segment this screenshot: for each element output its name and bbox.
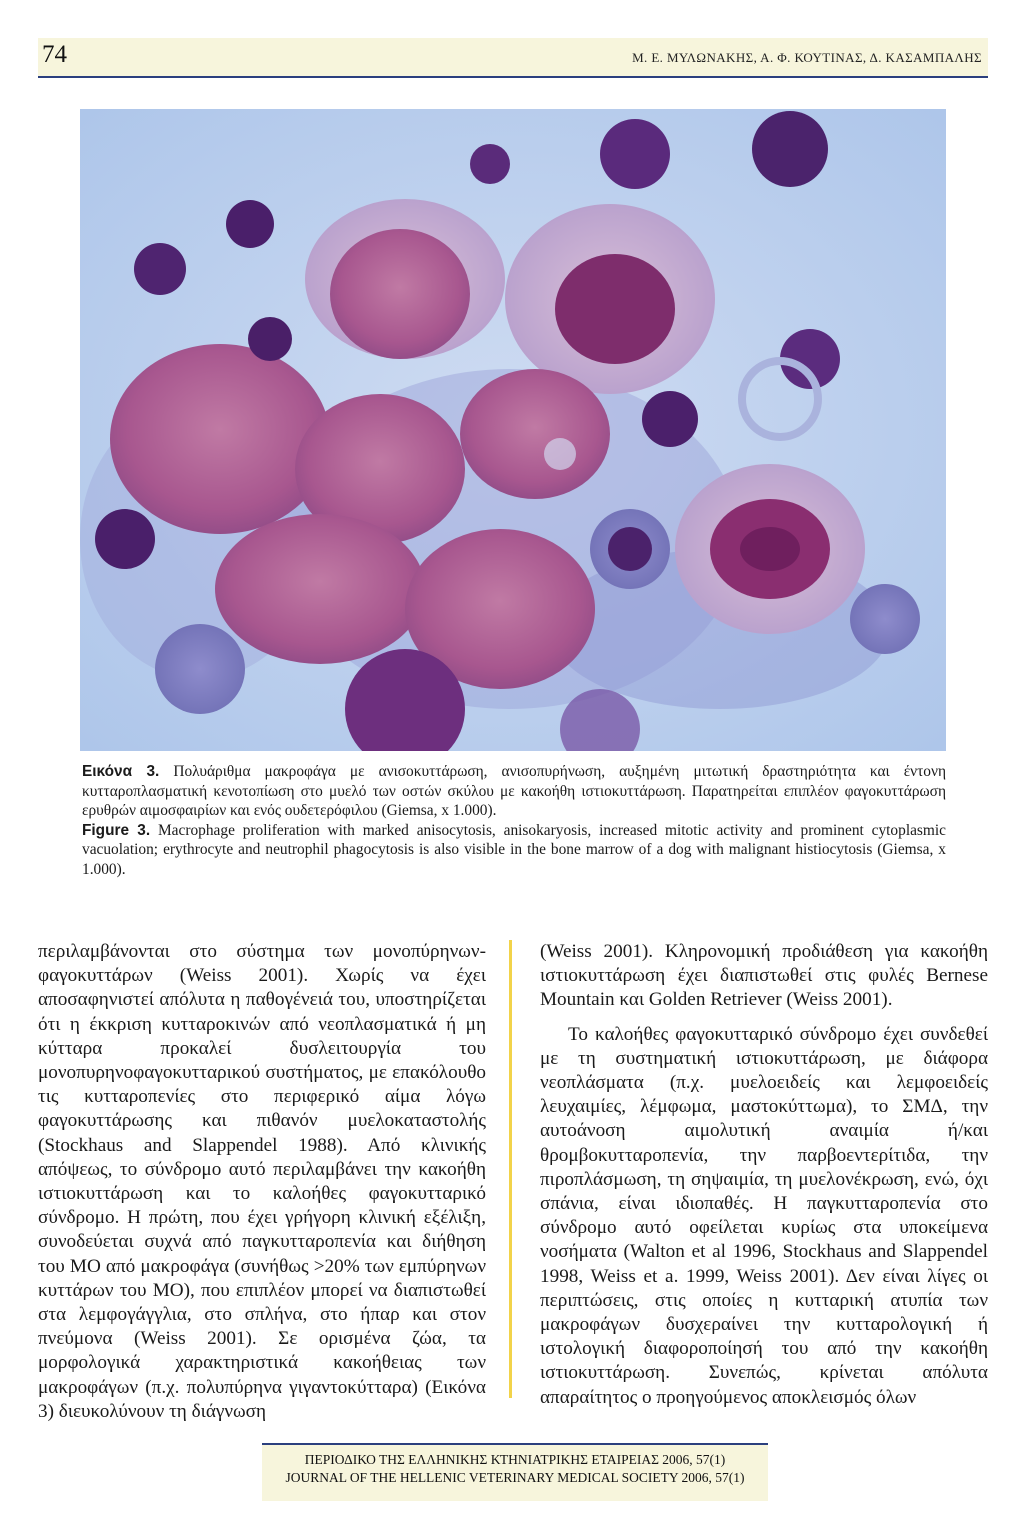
caption-greek bbox=[82, 762, 946, 821]
caption-greek-label: Εικόνα 3. bbox=[82, 763, 160, 780]
micrograph-figure bbox=[80, 109, 946, 751]
right-column-paragraph-1: (Weiss 2001). Κληρονομική προδιάθεση για κακοήθη ιστιοκυττάρωση έχει διαπιστωθεί στις φυλές Bernese Mountain και Golden Retriever (Weiss 2001). bbox=[540, 941, 988, 1011]
page-footer bbox=[262, 1443, 768, 1501]
left-column-paragraph: περιλαμβάνονται στο σύστημα των μονοπύρηνων-φαγοκυττάρων (Weiss 2001). Χωρίς να έχει αποσαφηνιστεί απόλυτα η παθογένειά του, υποστηρίζεται ότι η έκκριση κυτταροκινών από νεοπλασματικά ή μη κύτταρα προκαλεί δυσλειτουργία του μονοπυρηνοφαγοκυτταρικού συστήματος, με επακόλουθο τις κυτταροπενίες στο περιφερικό αίμα λόγω φαγοκυττάρωσης και πιθανόν μυελοκαταστολής (Stockhaus and Slappendel 1988). Από κλινικής απόψεως, το σύνδρομο αυτό περιλαμβάνει την κακοήθη ιστιοκυττάρωση και το καλοήθες φαγοκυτταρικό σύνδρομο. Η πρώτη, που έχει γρήγορη κλινική εξέλιξη, συνοδεύεται συχνά από παγκυτταροπενία και διήθηση του ΜΟ από μακροφάγα (συνήθως >20% των εμπύρηνων κυττάρων του ΜΟ), που επιπλέον μπορεί να διαπιστωθεί στα λεμφογάγγλια, στο σπλήνα, στο ήπαρ και στον πνεύμονα (Weiss 2001). Σε ορισμένα ζώα, τα μορφολογικά χαρακτηριστικά κακοήθειας των μακροφάγων (π.χ. πολυπύρηνα γιγαντοκύτταρα) (Εικόνα 3) διευκολύνουν τη διάγνωση bbox=[38, 941, 486, 1422]
column-divider bbox=[509, 940, 512, 1398]
right-column-paragraph-2: Το καλοήθες φαγοκυτταρικό σύνδρομο έχει συνδεθεί με τη συστηματική ιστιοκυττάρωση, με διάφορα νεοπλάσματα (π.χ. μυελοειδείς και λεμφοειδείς λευχαιμίες, λέμφωμα, μαστοκύττωμα), το ΣΜΔ, την αυτοάνοση αιμολυτική αναιμία ή/και θρομβοκυτταροπενία, την παρβοεντερίτιδα, την πιροπλάσμωση, τη σηψαιμία, τη μυελονέκρωση, ενώ, όχι σπάνια, είναι ιδιοπαθές. Η παγκυτταροπενία στο σύνδρομο αυτό οφείλεται κυρίως στα υποκείμενα νοσήματα (Walton et al 1996, Stockhaus and Slappendel 1998, Weiss et a. 1999, Weiss 2001). Δεν είναι λίγες οι περιπτώσεις, στις οποίες η κυτταρική ατυπία των μακροφάγων δυσχεραίνει την κυτταρολογική ή ιστολογική διαφοροποίησή του από την κακοήθη ιστιοκυττάρωση. Συνεπώς, κρίνεται απόλυτα απαραίτητος ο προηγούμενος αποκλεισμός όλων bbox=[540, 1023, 988, 1408]
left-column bbox=[38, 940, 486, 1424]
micrograph-illustration bbox=[80, 109, 946, 751]
caption-english bbox=[82, 821, 946, 880]
running-head-authors: Μ. Ε. ΜΥΛΩΝΑΚΗΣ, Α. Φ. ΚΟΥΤΙΝΑΣ, Δ. ΚΑΣΑΜΠΑΛΗΣ bbox=[632, 50, 982, 65]
caption-greek-text: Πολυάριθμα μακροφάγα με ανισοκυττάρωση, ανισοπυρήνωση, αυξημένη μιτωτική δραστηριότητα και έντονη κυτταροπλασματική κενοτοπίωση στο μυελό των οστών σκύλου με κακοήθη ιστιοκυττάρωση. Παρατηρείται επιπλέον φαγοκυττάρωση ερυθρών αιμοσφαιρίων και ενός ουδετερόφιλου (Giemsa, x 1.000). bbox=[82, 763, 946, 820]
caption-english-label: Figure 3. bbox=[82, 821, 151, 839]
journal-title-english: JOURNAL OF THE HELLENIC VETERINARY MEDICAL SOCIETY 2006, 57(1) bbox=[285, 1470, 745, 1485]
figure-caption bbox=[82, 762, 946, 880]
journal-title-greek: ΠΕΡΙΟΔΙΚΟ ΤΗΣ ΕΛΛΗΝΙΚΗΣ ΚΤΗΝΙΑΤΡΙΚΗΣ ΕΤΑΙΡΕΙΑΣ 2006, 57(1) bbox=[304, 1452, 726, 1467]
caption-english-text: Macrophage proliferation with marked anisocytosis, anisokaryosis, increased mitotic activity and prominent cytoplasmic vacuolation; erythrocyte and neutrophil phagocytosis is also visible in the bone marrow of a dog with malignant histiocytosis (Giemsa, x 1.000). bbox=[82, 821, 947, 878]
right-column bbox=[540, 940, 988, 1410]
page-number: 74 bbox=[42, 41, 67, 68]
page-header bbox=[38, 38, 988, 78]
